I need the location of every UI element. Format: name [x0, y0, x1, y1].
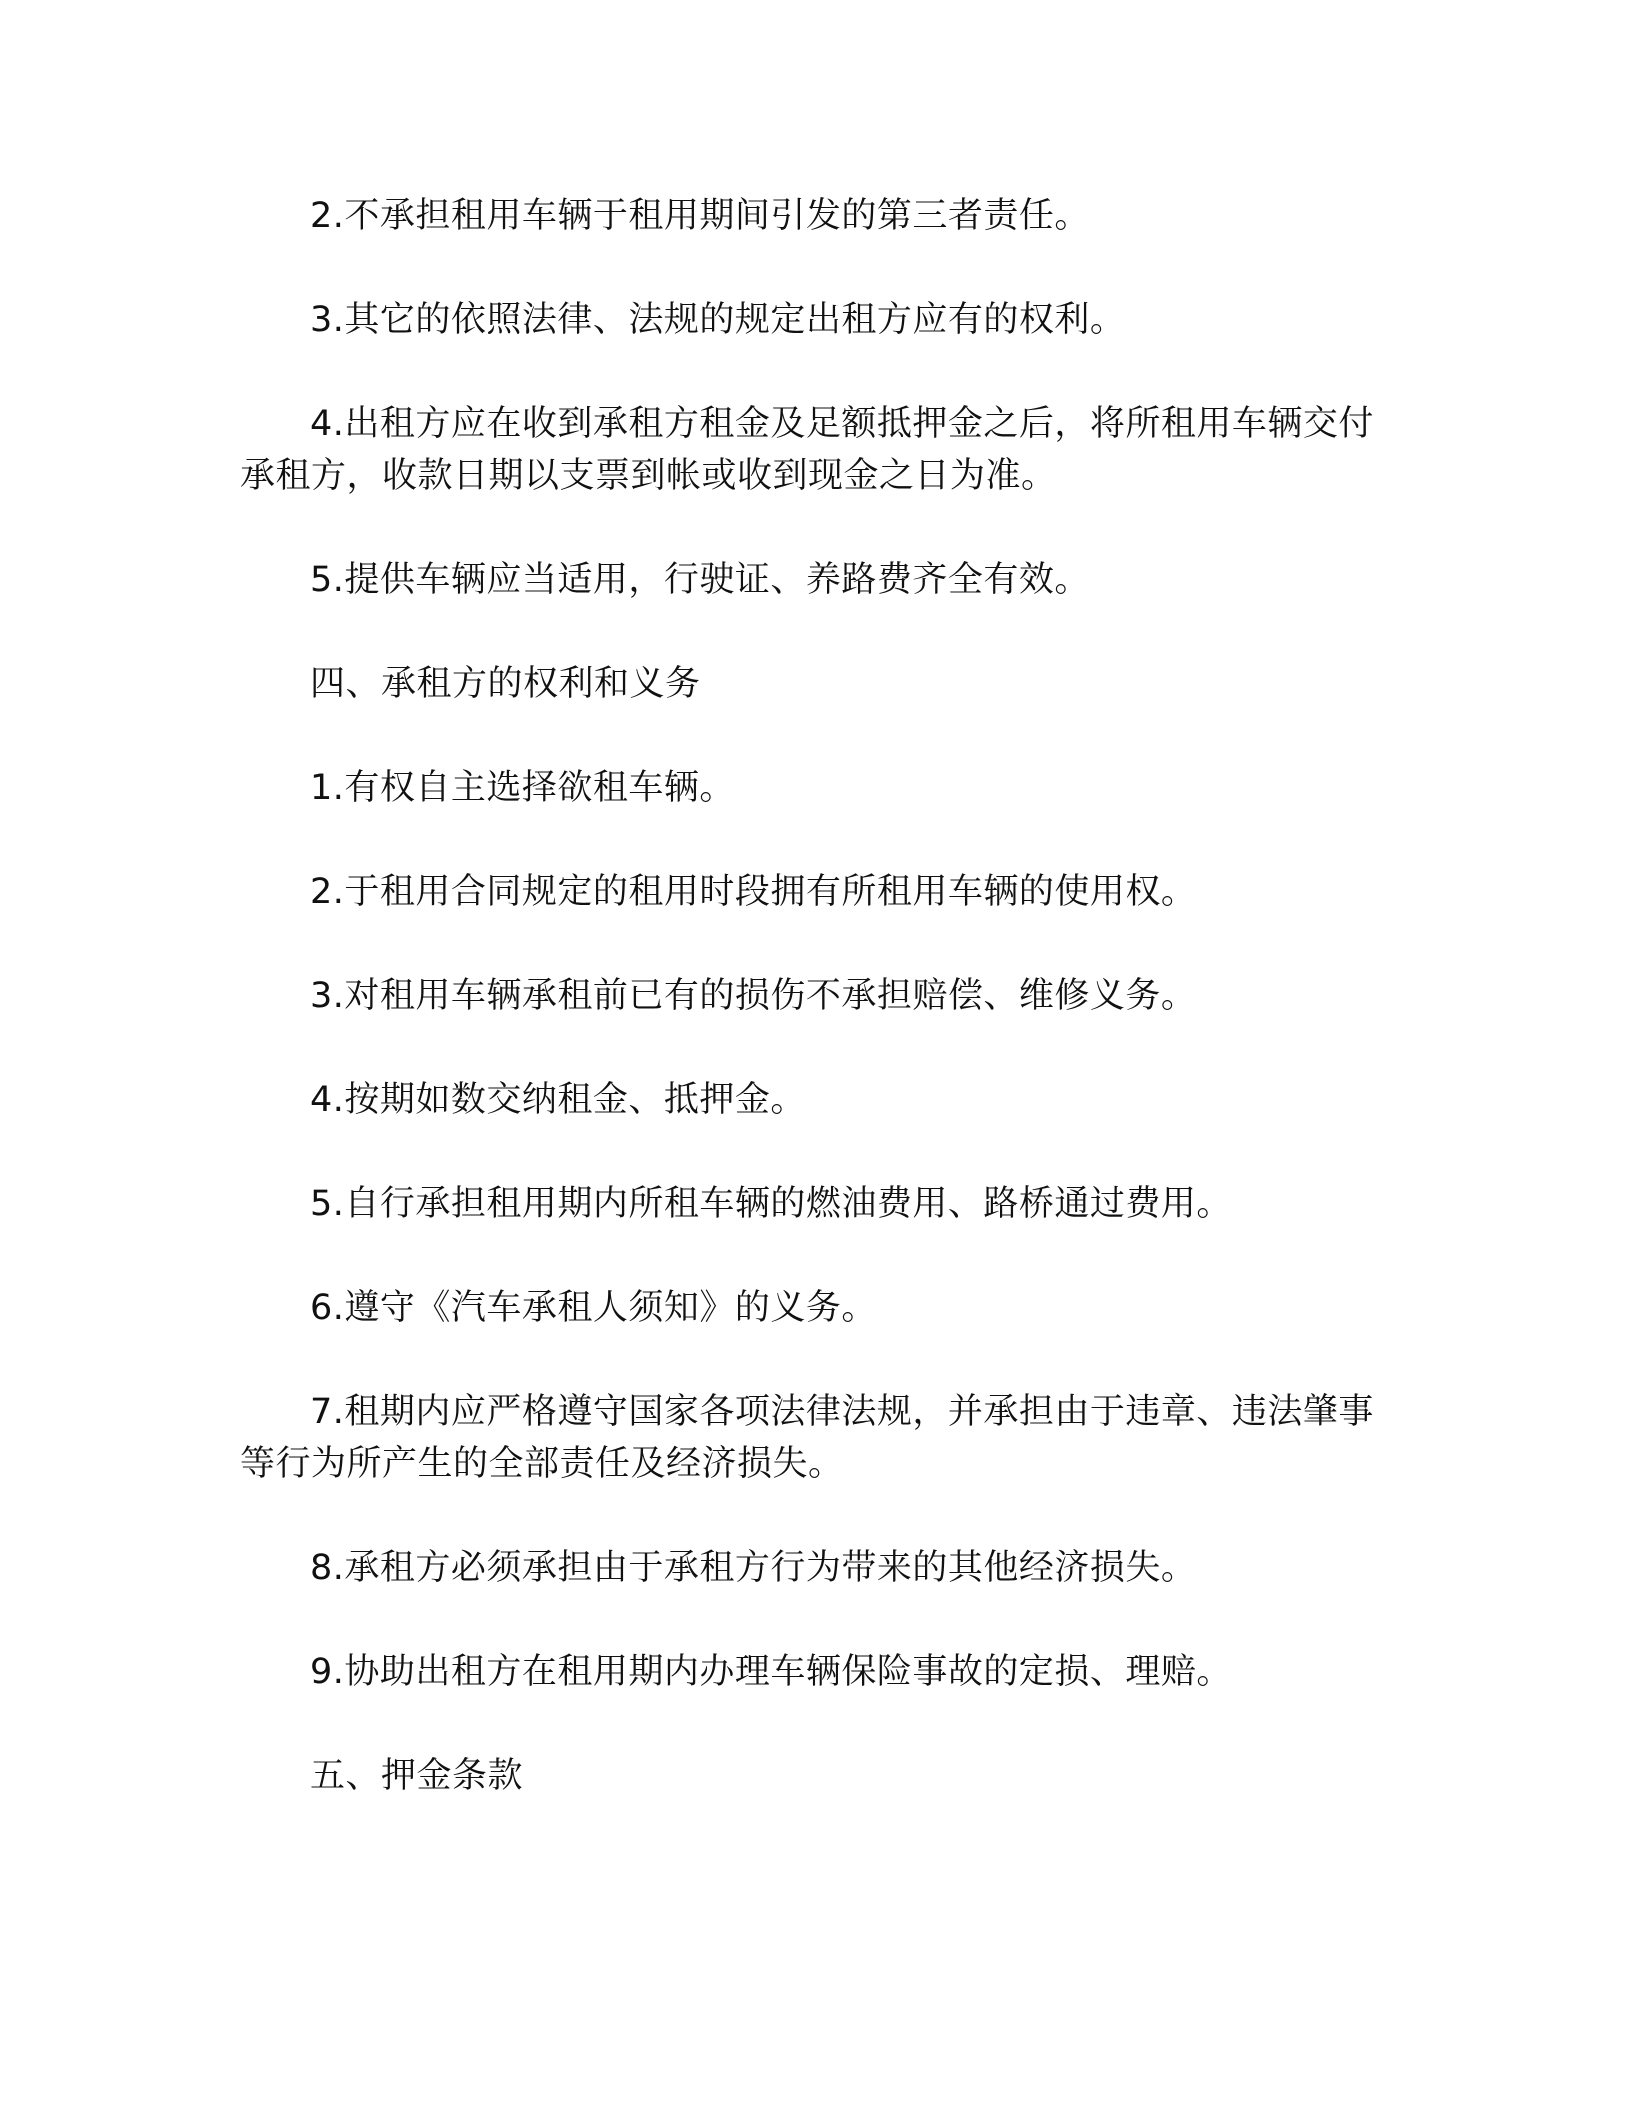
paragraph-lessor-item-5: 5.提供车辆应当适用，行驶证、养路费齐全有效。: [310, 560, 1090, 600]
paragraph-lessee-item-6: 6.遵守《汽车承租人须知》的义务。: [310, 1288, 877, 1328]
paragraph-lessee-item-9: 9.协助出租方在租用期内办理车辆保险事故的定损、理赔。: [310, 1652, 1232, 1692]
paragraph-lessee-item-7: 7.租期内应严格遵守国家各项法律法规，并承担由于违章、违法肇事等行为所产生的全部责任及经济损失。: [240, 1392, 1374, 1484]
paragraph-lessee-item-5: 5.自行承担租用期内所租车辆的燃油费用、路桥通过费用。: [310, 1184, 1232, 1224]
document-body: [240, 190, 1380, 1854]
section-heading-lessee-rights: 四、承租方的权利和义务: [310, 664, 701, 704]
paragraph-lessee-item-4: 4.按期如数交纳租金、抵押金。: [310, 1080, 806, 1120]
paragraph-lessee-item-8: 8.承租方必须承担由于承租方行为带来的其他经济损失。: [310, 1548, 1197, 1588]
paragraph-lessee-item-3: 3.对租用车辆承租前已有的损伤不承担赔偿、维修义务。: [310, 976, 1197, 1016]
paragraph-lessee-item-2: 2.于租用合同规定的租用时段拥有所租用车辆的使用权。: [310, 872, 1197, 912]
paragraph-lessor-item-2: 2.不承担租用车辆于租用期间引发的第三者责任。: [310, 196, 1090, 236]
section-heading-deposit-terms: 五、押金条款: [310, 1756, 524, 1796]
paragraph-lessor-item-4: 4.出租方应在收到承租方租金及足额抵押金之后，将所租用车辆交付承租方，收款日期以支票到帐或收到现金之日为准。: [240, 404, 1374, 496]
paragraph-lessee-item-1: 1.有权自主选择欲租车辆。: [310, 768, 735, 808]
paragraph-lessor-item-3: 3.其它的依照法律、法规的规定出租方应有的权利。: [310, 300, 1126, 340]
